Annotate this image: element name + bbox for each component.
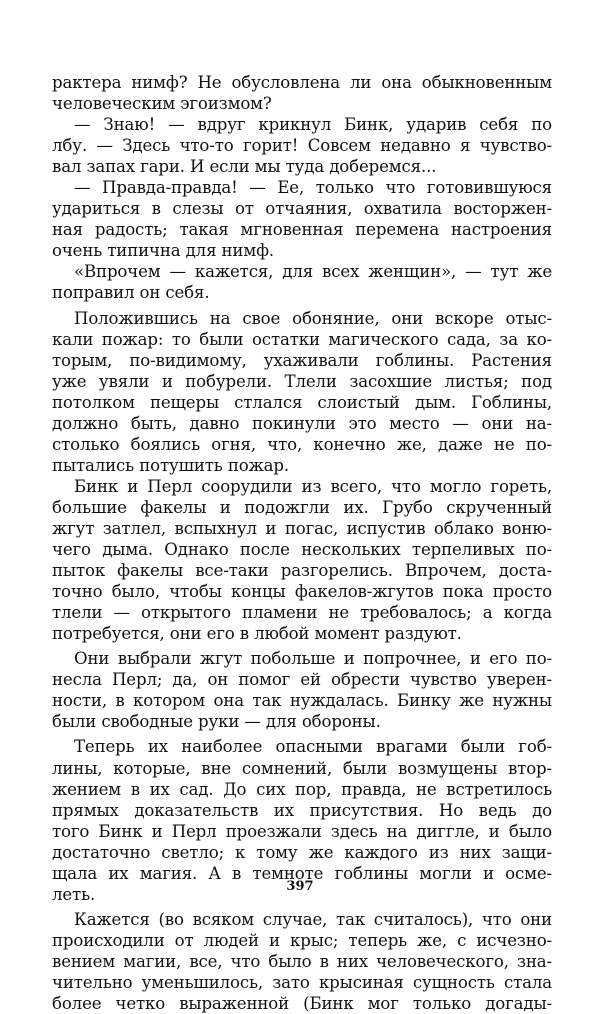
text-line-8: ная радость; такая мгновенная перемена настроения [52, 220, 552, 240]
text-line-17: должно быть, давно покинули это место — они на- [52, 413, 552, 433]
page-number: 397 [286, 879, 314, 894]
text-line-4: лбу. — Здесь что-то горит! Совсем недавно я чувство- [52, 136, 552, 156]
book-page-body [52, 72, 552, 1014]
text-line-29: несла Перл; да, он помог ей обрести чувство уверен- [52, 670, 552, 690]
text-line-9: очень типична для нимф. [52, 241, 275, 261]
text-line-33: лины, которые, вне сомнений, были возмущены втор- [52, 758, 552, 778]
text-line-39: леть. [52, 884, 96, 904]
text-line-32: Теперь их наиболее опасными врагами были гоб- [74, 737, 552, 757]
text-line-26: тлели — открытого пламени не требовалось; а когда [52, 603, 552, 623]
text-line-15: уже увяли и побурели. Тлели засохшие листья; под [52, 371, 552, 391]
text-line-36: того Бинк и Перл проезжали здесь на диггле, и было [52, 821, 552, 841]
text-line-14: торым, по-видимому, ухаживали гоблины. Растения [52, 350, 552, 370]
text-line-25: точно было, чтобы концы факелов-жгутов пока просто [52, 582, 552, 602]
text-line-35: прямых доказательств их присутствия. Но ведь до [52, 800, 552, 820]
text-line-40: Кажется (во всяком случае, так считалось), что они [74, 909, 552, 929]
text-line-28: Они выбрали жгут побольше и попрочнее, и его по- [74, 649, 552, 669]
text-line-22: жгут затлел, вспыхнул и погас, испустив облако воню- [52, 518, 552, 538]
text-line-16: потолком пещеры стлался слоистый дым. Гоблины, [52, 392, 552, 412]
text-line-27: потребуется, они его в любой момент раздуют. [52, 624, 462, 644]
text-line-24: пыток факелы все-таки разгорелись. Впрочем, доста- [52, 561, 552, 581]
text-line-21: большие факелы и подожгли их. Грубо скрученный [52, 497, 552, 517]
text-line-13: кали пожар: то были остатки магического сада, за ко- [52, 329, 552, 349]
text-line-20: Бинк и Перл соорудили из всего, что могло гореть, [74, 476, 552, 496]
text-line-34: жением в их сад. До сих пор, правда, не встретилось [52, 779, 552, 799]
text-line-23: чего дыма. Однако после нескольких терпеливых по- [52, 540, 552, 560]
text-line-43: чительно уменьшилось, зато крысиная сущность стала [52, 972, 552, 992]
text-line-11: поправил он себя. [52, 283, 210, 303]
text-line-1: рактера нимф? Не обусловлена ли она обыкновенным [52, 73, 552, 92]
text-line-37: достаточно светло; к тому же каждого из них защи- [52, 842, 552, 862]
text-line-10: «Впрочем — кажется, для всех женщин», — тут же [74, 262, 552, 282]
text-line-41: происходили от людей и крыс; теперь же, с исчезно- [52, 930, 552, 950]
text-line-5: вал запах гари. И если мы туда доберемся... [52, 157, 437, 177]
text-line-2: человеческим эгоизмом? [52, 94, 272, 114]
text-line-44: более четко выраженной (Бинк мог только догады- [52, 994, 552, 1014]
text-line-31: были свободные руки — для обороны. [52, 712, 381, 732]
text-line-38: щала их магия. А в темноте гоблины могли и осме- [52, 863, 552, 883]
text-line-18: столько боялись огня, что, конечно же, даже не по- [52, 434, 552, 454]
text-line-19: пытались потушить пожар. [52, 455, 290, 475]
text-line-12: Положившись на свое обоняние, они вскоре отыс- [74, 308, 552, 328]
text-line-3: — Знаю! — вдруг крикнул Бинк, ударив себя по [74, 115, 552, 135]
text-line-42: вением магии, все, что было в них человеческого, зна- [52, 951, 552, 971]
text-line-7: удариться в слезы от отчаяния, охватила восторжен- [52, 199, 552, 219]
text-line-6: — Правда-правда! — Ее, только что готовившуюся [74, 178, 552, 198]
text-line-30: ности, в котором она так нуждалась. Бинку же нужны [52, 691, 552, 711]
